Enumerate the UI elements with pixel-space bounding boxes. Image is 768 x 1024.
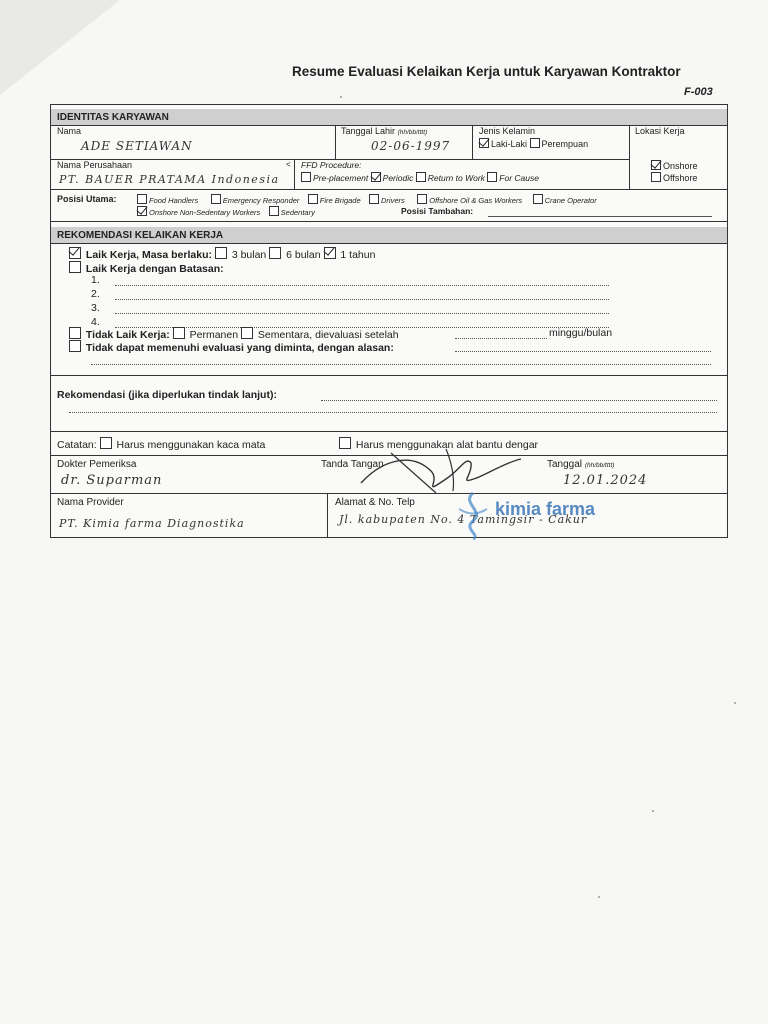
provider-label: Nama Provider [57, 497, 124, 508]
masa-3bulan-label: 3 bulan [231, 249, 267, 261]
lanjut-line-2[interactable] [69, 412, 717, 413]
ffd-return-checkbox[interactable] [416, 172, 426, 182]
sementara-checkbox[interactable] [241, 327, 253, 339]
document-title: Resume Evaluasi Kelaikan Kerja untuk Karyawan Kontraktor [292, 64, 681, 79]
signature [351, 441, 531, 501]
kimia-farma-logo-icon [451, 489, 495, 541]
laik-kerja-label: Laik Kerja, Masa berlaku: [85, 249, 212, 261]
batasan-row [69, 261, 224, 275]
posisi-crane-checkbox[interactable] [533, 194, 543, 204]
nama-label: Nama [57, 126, 82, 136]
perusahaan-value[interactable]: PT. BAUER PRATAMA Indonesia [59, 173, 280, 186]
tgl-lahir-value[interactable]: 02-06-1997 [371, 139, 451, 153]
arrow-mark: < [286, 160, 291, 169]
posisi-sedentary-label: Sedentary [280, 208, 315, 217]
posisi-row1 [137, 194, 597, 205]
batasan-line-1[interactable] [115, 285, 609, 286]
batasan-item-2: 2. [91, 288, 100, 300]
posisi-tambahan-label: Posisi Tambahan: [401, 206, 474, 216]
posisi-emergency-checkbox[interactable] [211, 194, 221, 204]
scan-speck [734, 702, 736, 704]
laki-checkbox[interactable] [479, 138, 489, 148]
tanda-tangan-label: Tanda Tangan [321, 459, 384, 470]
posisi-offshore-oil-label: Offshore Oil & Gas Workers [429, 196, 523, 205]
ffd-periodic-label: Periodic [382, 173, 414, 183]
tanggal-value[interactable]: 12.01.2024 [563, 473, 648, 488]
posisi-drivers-label: Drivers [380, 196, 405, 205]
evaluation-form [50, 104, 728, 538]
posisi-sedentary-checkbox[interactable] [269, 206, 279, 216]
section-header-identitas: IDENTITAS KARYAWAN [51, 109, 727, 125]
scan-speck [652, 810, 654, 812]
sementara-label: Sementara, dievaluasi setelah [257, 329, 399, 341]
posisi-food-label: Food Handlers [149, 196, 199, 205]
ffd-preplacement-label: Pre-placement [313, 173, 369, 183]
posisi-tambahan-line[interactable] [488, 216, 712, 217]
posisi-fire-checkbox[interactable] [308, 194, 318, 204]
permanen-label: Permanen [189, 329, 239, 341]
masa-3bulan-checkbox[interactable] [215, 247, 227, 259]
offshore-option [651, 172, 697, 183]
batasan-line-3[interactable] [115, 313, 609, 314]
onshore-option [651, 160, 698, 171]
ffd-forcause-checkbox[interactable] [487, 172, 497, 182]
gender-options [479, 138, 588, 149]
dokter-value[interactable]: dr. Suparman [61, 473, 163, 488]
posisi-offshore-oil-checkbox[interactable] [417, 194, 427, 204]
kaca-mata-checkbox[interactable] [100, 437, 112, 449]
catatan-label: Catatan: [57, 439, 97, 451]
alasan-line-1[interactable] [455, 351, 711, 352]
section-header-rekomendasi: REKOMENDASI KELAIKAN KERJA [51, 227, 727, 243]
laki-label: Laki-Laki [491, 139, 528, 149]
offshore-label: Offshore [663, 173, 698, 183]
perusahaan-label: Nama Perusahaan [57, 160, 133, 170]
alasan-line-2[interactable] [91, 364, 711, 365]
onshore-checkbox[interactable] [651, 160, 661, 170]
tanggal-label: Tanggal (hh/bb/tttt) [547, 459, 615, 470]
ffd-return-label: Return to Work [427, 173, 485, 183]
alamat-label: Alamat & No. Telp [335, 497, 415, 508]
tidak-laik-checkbox[interactable] [69, 327, 81, 339]
batasan-label: Laik Kerja dengan Batasan: [85, 263, 224, 275]
batasan-item-4: 4. [91, 316, 100, 328]
ffd-options [301, 172, 539, 183]
laik-kerja-checkbox[interactable] [69, 247, 81, 259]
stamp-brand: kimia farma [495, 499, 596, 519]
masa-6bulan-checkbox[interactable] [269, 247, 281, 259]
ffd-periodic-checkbox[interactable] [371, 172, 381, 182]
ffd-forcause-label: For Cause [499, 173, 539, 183]
alat-bantu-label: Harus menggunakan alat bantu dengar [355, 439, 539, 451]
nama-value[interactable]: ADE SETIAWAN [81, 139, 193, 153]
posisi-crane-label: Crane Operator [544, 196, 597, 205]
onshore-label: Onshore [663, 161, 698, 171]
masa-6bulan-label: 6 bulan [286, 249, 321, 261]
scan-speck [598, 896, 600, 898]
offshore-checkbox[interactable] [651, 172, 661, 182]
posisi-onshore-nonsed-checkbox[interactable] [137, 206, 147, 216]
batasan-line-2[interactable] [115, 299, 609, 300]
catatan-row [57, 437, 265, 451]
tidak-dapat-checkbox[interactable] [69, 340, 81, 352]
masa-1tahun-label: 1 tahun [340, 249, 376, 261]
tidak-dapat-label: Tidak dapat memenuhi evaluasi yang diminta, dengan alasan: [85, 342, 394, 354]
page-fold-corner [0, 0, 120, 95]
dokter-label: Dokter Pemeriksa [57, 459, 137, 470]
batasan-item-1: 1. [91, 274, 100, 286]
posisi-drivers-checkbox[interactable] [369, 194, 379, 204]
lokasi-label: Lokasi Kerja [635, 126, 685, 136]
alamat-value[interactable]: Jl. kabupaten No. 4 Tamingsir - Cakur [339, 513, 588, 526]
tidak-dapat-row [69, 340, 394, 354]
masa-1tahun-checkbox[interactable] [324, 247, 336, 259]
posisi-row2 [137, 206, 315, 217]
permanen-checkbox[interactable] [173, 327, 185, 339]
posisi-onshore-nonsed-label: Onshore Non-Sedentary Workers [149, 208, 261, 217]
posisi-fire-label: Fire Brigade [319, 196, 361, 205]
batasan-item-3: 3. [91, 302, 100, 314]
posisi-utama-label: Posisi Utama: [57, 194, 117, 204]
form-code: F-003 [684, 86, 713, 98]
batasan-checkbox[interactable] [69, 261, 81, 273]
sementara-line[interactable] [455, 338, 547, 339]
posisi-emergency-label: Emergency Responder [222, 196, 300, 205]
perempuan-label: Perempuan [541, 139, 589, 149]
scan-speck [340, 96, 342, 98]
tgl-lahir-format: (hh/bb/tttt) [397, 129, 428, 136]
rekomendasi-lanjut-label: Rekomendasi (jika diperlukan tindak lanjut): [57, 389, 277, 401]
laik-kerja-row [69, 247, 375, 261]
lanjut-line-1[interactable] [321, 400, 717, 401]
tgl-lahir-label: Tanggal Lahir (hh/bb/tttt) [341, 126, 428, 136]
provider-value[interactable]: PT. Kimia farma Diagnostika [59, 517, 245, 530]
alat-bantu-checkbox[interactable] [339, 437, 351, 449]
jenis-kelamin-label: Jenis Kelamin [479, 126, 536, 136]
ffd-preplacement-checkbox[interactable] [301, 172, 311, 182]
kaca-mata-label: Harus menggunakan kaca mata [116, 439, 266, 451]
minggu-label: minggu/bulan [549, 327, 613, 339]
tanggal-format: (hh/bb/tttt) [584, 462, 615, 469]
tidak-laik-label: Tidak Laik Kerja: [85, 329, 170, 341]
perempuan-checkbox[interactable] [530, 138, 540, 148]
ffd-label: FFD Procedure: [301, 160, 362, 170]
tidak-laik-row [69, 327, 399, 341]
